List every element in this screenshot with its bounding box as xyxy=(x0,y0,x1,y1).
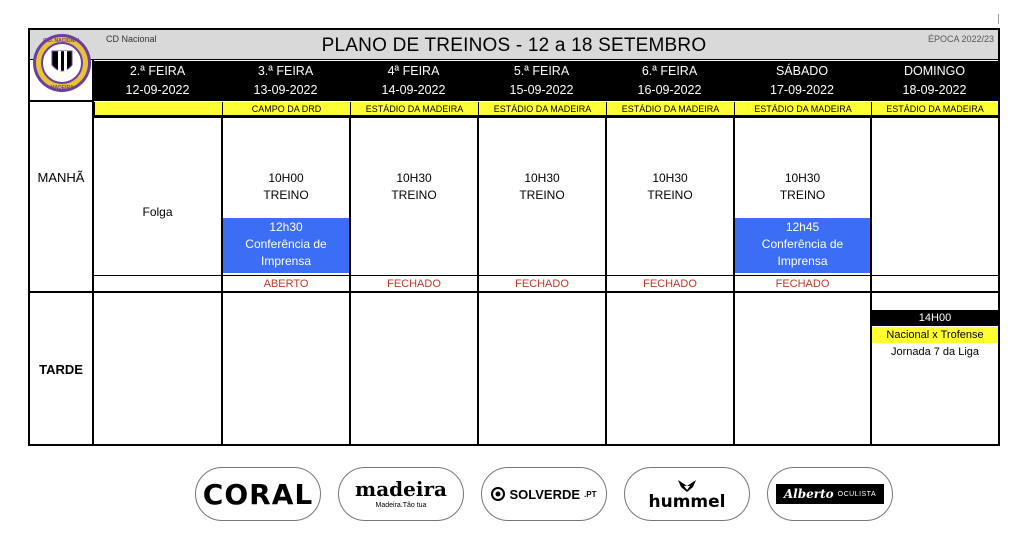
divider xyxy=(30,291,998,293)
madeira-tagline: Madeira.Tão tua xyxy=(375,502,427,509)
day-header-sun: DOMINGO 18-09-2022 xyxy=(902,64,967,97)
status-badge: FECHADO xyxy=(387,278,441,290)
madeira-logo: madeira xyxy=(355,477,447,501)
status-badge: FECHADO xyxy=(775,278,830,290)
venue-mon xyxy=(94,102,222,116)
venue-tue: CAMPO DA DRD xyxy=(222,102,350,116)
day-header-sat: SÁBADO 17-09-2022 xyxy=(770,64,834,97)
sponsor-coral xyxy=(195,467,321,521)
day-header-thu: 5.ª FEIRA 15-09-2022 xyxy=(509,64,574,97)
venue-fri: ESTÁDIO DA MADEIRA xyxy=(606,102,734,116)
season-label: ÉPOCA 2022/23 xyxy=(927,34,994,44)
saturday-session: 10H30 TREINO xyxy=(779,171,826,202)
solverde-logo: SOLVERDE .PT xyxy=(491,487,596,502)
header-band xyxy=(30,30,998,60)
divider xyxy=(998,14,999,24)
row-label-afternoon: TARDE xyxy=(39,362,83,377)
monday-rest: Folga xyxy=(142,205,173,219)
coral-logo: CORAL xyxy=(202,477,314,511)
row-label-morning: MANHÃ xyxy=(37,170,85,185)
day-header-tue: 3.ª FEIRA 13-09-2022 xyxy=(253,64,318,97)
day-header-mon: 2.ª FEIRA 12-09-2022 xyxy=(125,64,190,97)
saturday-press-conference: 12h45 Conferência de Imprensa xyxy=(735,218,870,273)
divider xyxy=(92,60,94,444)
training-schedule xyxy=(28,28,1000,446)
alberto-logo: Alberto OCULISTA xyxy=(776,484,884,504)
sponsor-solverde xyxy=(481,467,607,521)
page-title: PLANO DE TREINOS - 12 a 18 SETEMBRO xyxy=(321,35,707,56)
venue-sun: ESTÁDIO DA MADEIRA xyxy=(871,102,998,116)
status-badge: FECHADO xyxy=(643,278,697,290)
sponsor-hummel xyxy=(624,467,750,521)
venue-wed: ESTÁDIO DA MADEIRA xyxy=(350,102,478,116)
nacional-crest-icon xyxy=(32,31,92,95)
friday-session: 10H30 TREINO xyxy=(647,171,693,202)
hummel-logo: hummel xyxy=(648,492,726,512)
thursday-session: 10H30 TREINO xyxy=(519,171,565,202)
solverde-logo-icon xyxy=(491,487,505,501)
divider xyxy=(30,100,94,102)
tuesday-session: 10H00 TREINO xyxy=(263,171,309,202)
sponsor-alberto xyxy=(767,467,893,521)
divider xyxy=(870,116,872,444)
venue-sat: ESTÁDIO DA MADEIRA xyxy=(734,102,871,116)
status-badge: FECHADO xyxy=(515,278,569,290)
wednesday-session: 10H30 TREINO xyxy=(391,171,437,202)
day-header-fri: 6.ª FEIRA 16-09-2022 xyxy=(637,64,702,97)
sponsor-madeira xyxy=(338,467,464,521)
day-header-wed: 4ª FEIRA 14-09-2022 xyxy=(381,64,446,97)
divider xyxy=(94,275,998,276)
match-time: 14H00 xyxy=(872,310,998,326)
tuesday-press-conference: 12h30 Conferência de Imprensa xyxy=(223,218,349,273)
status-badge: ABERTO xyxy=(263,278,309,290)
match-league: Jornada 7 da Liga xyxy=(890,346,980,358)
svg-text:MADEIRA: MADEIRA xyxy=(50,85,74,91)
venue-thu: ESTÁDIO DA MADEIRA xyxy=(478,102,606,116)
divider xyxy=(94,116,998,118)
svg-text:C.D. NACIONAL: C.D. NACIONAL xyxy=(43,38,81,44)
club-name: CD Nacional xyxy=(106,34,157,44)
match-fixture: Nacional x Trofense xyxy=(872,327,998,343)
day-header-row xyxy=(94,61,998,101)
